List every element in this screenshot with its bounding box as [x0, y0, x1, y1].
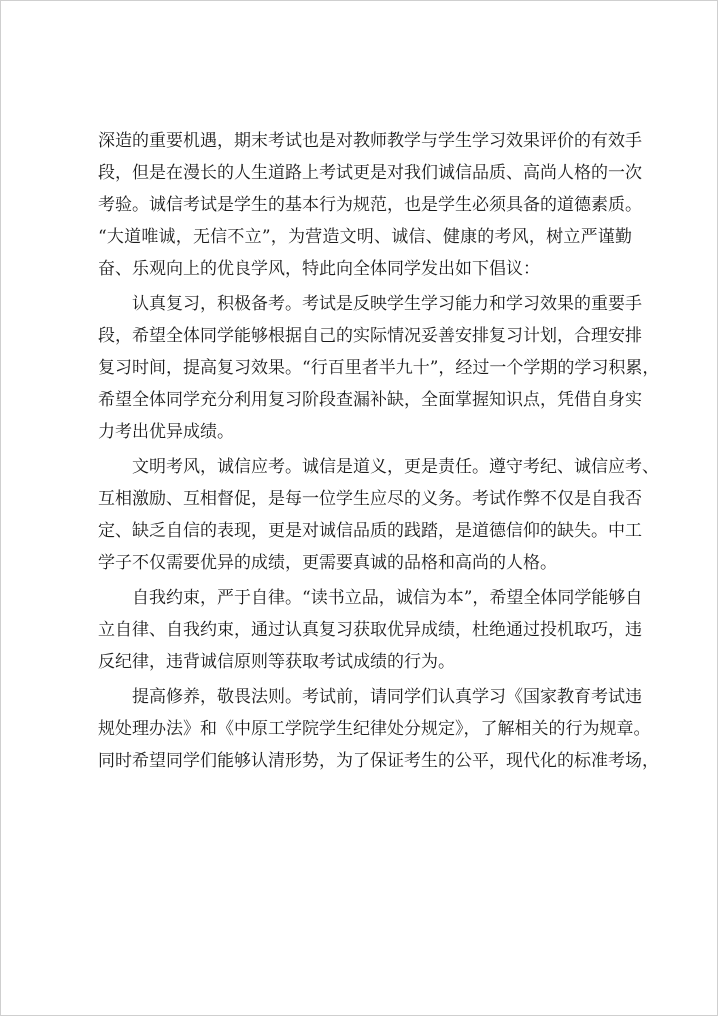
text-line: 段，但是在漫长的人生道路上考试更是对我们诚信品质、高尚人格的一次 [98, 163, 642, 183]
text-line: 同时希望同学们能够认清形势，为了保证考生的公平，现代化的标准考场， [98, 751, 659, 771]
paragraph-review [98, 288, 660, 448]
paragraph-self-discipline [98, 582, 643, 678]
text-line: 立自律、自我约束，通过认真复习获取优异成绩，杜绝通过投机取巧，违 [98, 620, 642, 640]
text-line: 考验。诚信考试是学生的基本行为规范，也是学生必须具备的道德素质。 [98, 195, 642, 215]
text-line: 自我约束，严于自律。“读书立品，诚信为本”，希望全体同学能够自 [132, 588, 643, 608]
text-line: 学子不仅需要优异的成绩，更需要真诚的品格和高尚的人格。 [98, 553, 557, 573]
text-line: 希望全体同学充分利用复习阶段查漏补缺，全面掌握知识点，凭借自身实 [98, 390, 642, 410]
text-line: 规处理办法》和《中原工学院学生纪律处分规定》，了解相关的行为规章。 [98, 719, 651, 739]
document-body [98, 125, 660, 777]
text-line: 文明考风，诚信应考。诚信是道义，更是责任。遵守考纪、诚信应考、 [132, 457, 659, 477]
paragraph-exam-style [98, 451, 659, 579]
paragraph-intro [98, 125, 642, 285]
text-line: 深造的重要机遇，期末考试也是对教师教学与学生学习效果评价的有效手 [98, 131, 642, 151]
text-line: 定、缺乏自信的表现，更是对诚信品质的践踏，是道德信仰的缺失。中工 [98, 521, 642, 541]
text-line: 认真复习，积极备考。考试是反映学生学习能力和学习效果的重要手 [132, 294, 642, 314]
text-line: 奋、乐观向上的优良学风，特此向全体同学发出如下倡议： [98, 259, 540, 279]
text-line: 互相激励、互相督促，是每一位学生应尽的义务。考试作弊不仅是自我否 [98, 489, 642, 509]
text-line: “大道唯诚，无信不立”，为营造文明、诚信、健康的考风，树立严谨勤 [98, 227, 632, 247]
text-line: 力考出优异成绩。 [98, 422, 234, 442]
text-line: 段，希望全体同学能够根据自己的实际情况妥善安排复习计划，合理安排 [98, 326, 642, 346]
text-line: 复习时间，提高复习效果。“行百里者半九十”，经过一个学期的学习积累， [98, 358, 660, 378]
text-line: 反纪律，违背诚信原则等获取考试成绩的行为。 [98, 652, 455, 672]
text-line: 提高修养，敬畏法则。考试前，请同学们认真学习《国家教育考试违 [132, 687, 642, 707]
paragraph-rules [98, 681, 659, 777]
